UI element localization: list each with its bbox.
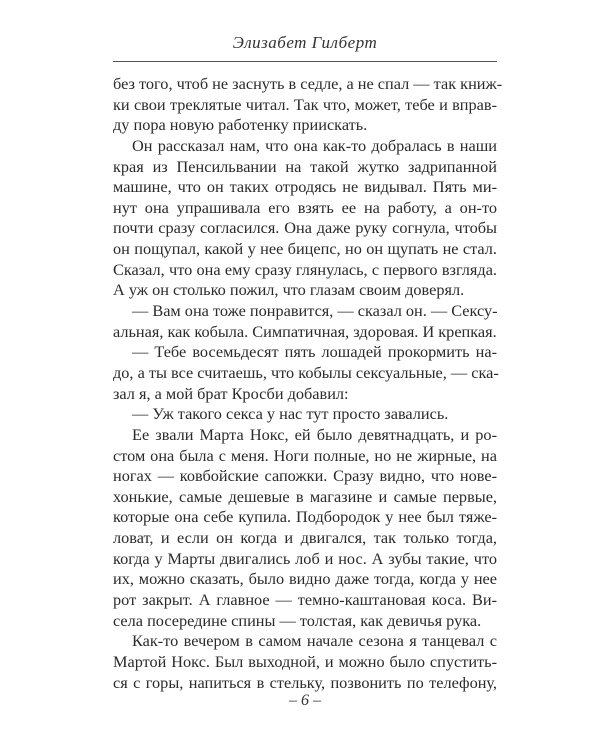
text-line: без того, чтоб не заснуть в седле, а не спал — так книж- — [113, 74, 503, 93]
text-line: Сказал, что она ему сразу глянулась, с первого взгляда. — [113, 259, 497, 279]
text-line: — Вам она тоже понравится, — сказал он. — Сексу- — [132, 301, 498, 321]
text-line: когда у Марты двигались лоб и нос. А зубы такие, что — [113, 548, 497, 568]
text-line: Ее звали Марта Нокс, ей было девятнадцать, и ро- — [132, 424, 497, 444]
header-rule — [113, 61, 497, 62]
body-text — [113, 74, 503, 693]
text-line: Как-то вечером в самом начале сезона я танцевал с — [132, 631, 497, 651]
text-line: ки свои треклятые читал. Так что, может, тебе и вправ- — [113, 94, 497, 114]
text-line: ду пора новую работенку приискать. — [113, 115, 368, 135]
text-line: ногах — ковбойские сапожки. Сразу видно, что нове- — [113, 466, 497, 486]
text-line: их, можно сказать, было видно даже тогда, когда у нее — [113, 569, 497, 589]
paragraph — [113, 631, 497, 693]
paragraph — [113, 342, 497, 404]
text-line: почти сразу согласился. Она даже руку согнула, чтобы — [113, 218, 497, 238]
running-head-author: Элизабет Гилберт — [232, 33, 378, 52]
paragraph — [113, 425, 497, 631]
text-line: Мартой Нокс. Был выходной, и можно было спустить- — [113, 651, 497, 671]
text-line: — Тебе восемьдесят пять лошадей прокормить на- — [132, 342, 497, 362]
text-line: до, а ты все считаешь, что кобылы сексуальные, — ска- — [113, 362, 499, 382]
paragraph — [113, 136, 497, 301]
text-line: зал я, а мой брат Кросби добавил: — [113, 383, 349, 403]
text-line: края из Пенсильвании на такой жутко задрипанной — [113, 156, 497, 176]
text-line: хонькие, самые дешевые в магазине и самые первые, — [113, 486, 497, 506]
text-line: стом она была с меня. Ноги полные, но не жирные, на — [113, 445, 497, 465]
paragraph — [113, 74, 503, 136]
paragraph — [113, 404, 497, 425]
text-line: рот закрыт. А главное — темно-каштановая коса. Ви- — [113, 590, 497, 610]
text-line: Он рассказал нам, что она как-то добралась в наши — [132, 135, 497, 155]
text-line: села посередине спины — толстая, как девичья рука. — [113, 610, 482, 630]
paragraph — [113, 301, 497, 342]
text-line: ловат, и если он когда и двигался, так только тогда, — [113, 528, 497, 548]
text-line: машине, что он таких отродясь не видывал. Пять ми- — [113, 177, 497, 197]
text-line: — Уж такого секса у нас тут просто завались. — [132, 404, 449, 424]
page-number: – 6 – — [289, 692, 321, 709]
text-line: ся с горы, напиться в стельку, позвонить по телефону, — [113, 672, 497, 692]
text-line: он пощупал, какой у нее бицепс, но он щупать не стал. — [113, 239, 497, 259]
text-line: которые она себе купила. Подбородок у нее был тяже- — [113, 507, 497, 527]
text-line: А уж он столько пожил, что глазам своим доверял. — [113, 280, 465, 300]
text-line: нут она упрашивала его взять ее на работу, а он-то — [113, 197, 497, 217]
text-line: альная, как кобыла. Симпатичная, здоровая. И крепкая. — [113, 321, 497, 341]
